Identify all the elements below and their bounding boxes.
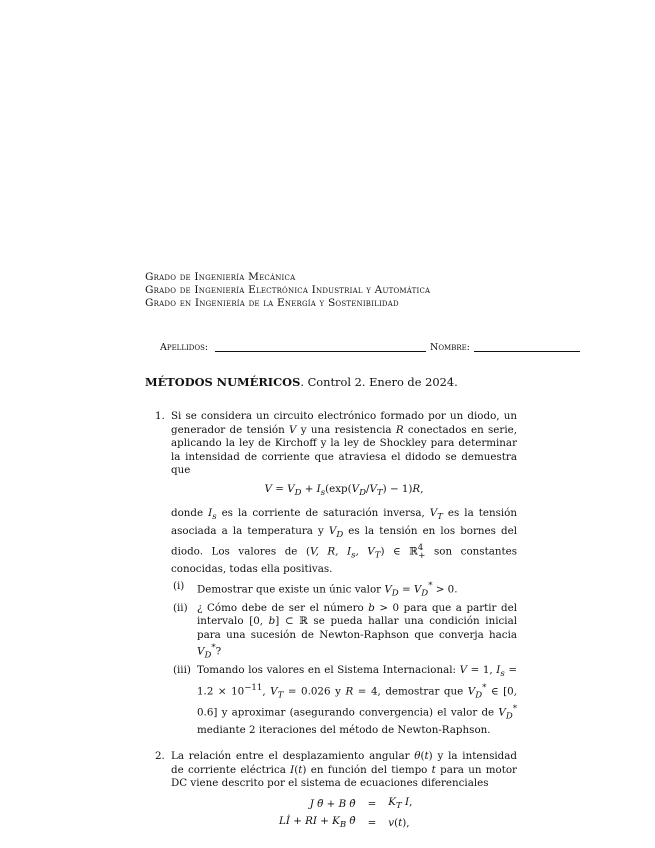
part-iii: (iii) Tomando los valores en el Sistema Internacional: V = 1, $I_s = 1.2 \times 10^{-11}$, $V_T = 0.026$ y R = 4, demostrar que $V_D^*$ ∈ [0, 0.6] y aproximar (asegurando convergencia) el valor de $V_D^*$ mediante 2 iteraciones del método de Newton-Raphson. <box>173 664 517 736</box>
surname-label: Apellidos: <box>160 342 209 353</box>
shockley-equation: $V = V_D + I_s(\exp(V_D/V_T) - 1)R$, <box>264 482 424 498</box>
problem-intro: Si se considera un circuito electrónico formado por un diodo, un generador de tensión V y una resistencia R conectados en serie, aplicando la ley de Kirchoff y la ley de Shockley para determinar la intensidad de corriente que atraviesa el didodo se demuestra que <box>171 410 517 476</box>
degree-line: Grado de Ingeniería Mecánica <box>145 271 296 283</box>
exam-title <box>145 375 458 389</box>
problem-definitions: donde $I_s$ es la corriente de saturación inversa, $V_T$ es la tensión asociada a la temperatura y $V_D$ es la tensión en los bornes del diodo. Los valores de (V, R, $I_s$, $V_T$) ∈ ℝ$^4_+$ son constantes conocidas, todas ella positivas. <box>171 507 517 576</box>
problem-number: 1. <box>155 410 165 422</box>
degree-list <box>145 271 430 310</box>
student-name-row <box>160 341 585 355</box>
problem-1 <box>145 410 517 737</box>
part-ii: (ii) ¿ Cómo debe de ser el número b > 0 para que a partir del intervalo [0, b] ⊂ ℝ se pueda hallar una condición inicial para una sucesión de Newton-Raphson que converja hacia $V_D^*$? <box>173 601 517 661</box>
problem-1-parts <box>171 580 517 737</box>
degree-line: Grado de Ingeniería Electrónica Industrial y Automática <box>145 284 431 296</box>
subject-name: MÉTODOS NUMÉRICOS <box>145 375 301 389</box>
exam-body <box>145 410 517 834</box>
name-label: Nombre: <box>430 342 470 353</box>
motor-equation-system: J θ̈ + B θ̇ = $K_T$ I, Lİ + RI + $K_B$ θ̇ = v(t), <box>279 795 413 831</box>
exam-details: . Control 2. Enero de 2024. <box>300 375 458 389</box>
degree-line: Grado en Ingeniería de la Energía y Sostenibilidad <box>145 297 399 309</box>
problem-2 <box>145 750 517 834</box>
problem-number: 2. <box>155 750 165 763</box>
name-field[interactable] <box>474 351 580 352</box>
problem-intro: La relación entre el desplazamiento angular θ(t) y la intensidad de corriente eléctrica I(t) en función del tiempo t para un motor DC viene descrito por el sistema de ecuaciones diferenciales <box>171 750 517 790</box>
surname-field[interactable] <box>215 351 426 352</box>
part-i: (i) Demostrar que existe un únic valor $V_D = V_D^* > 0$. <box>173 579 458 599</box>
